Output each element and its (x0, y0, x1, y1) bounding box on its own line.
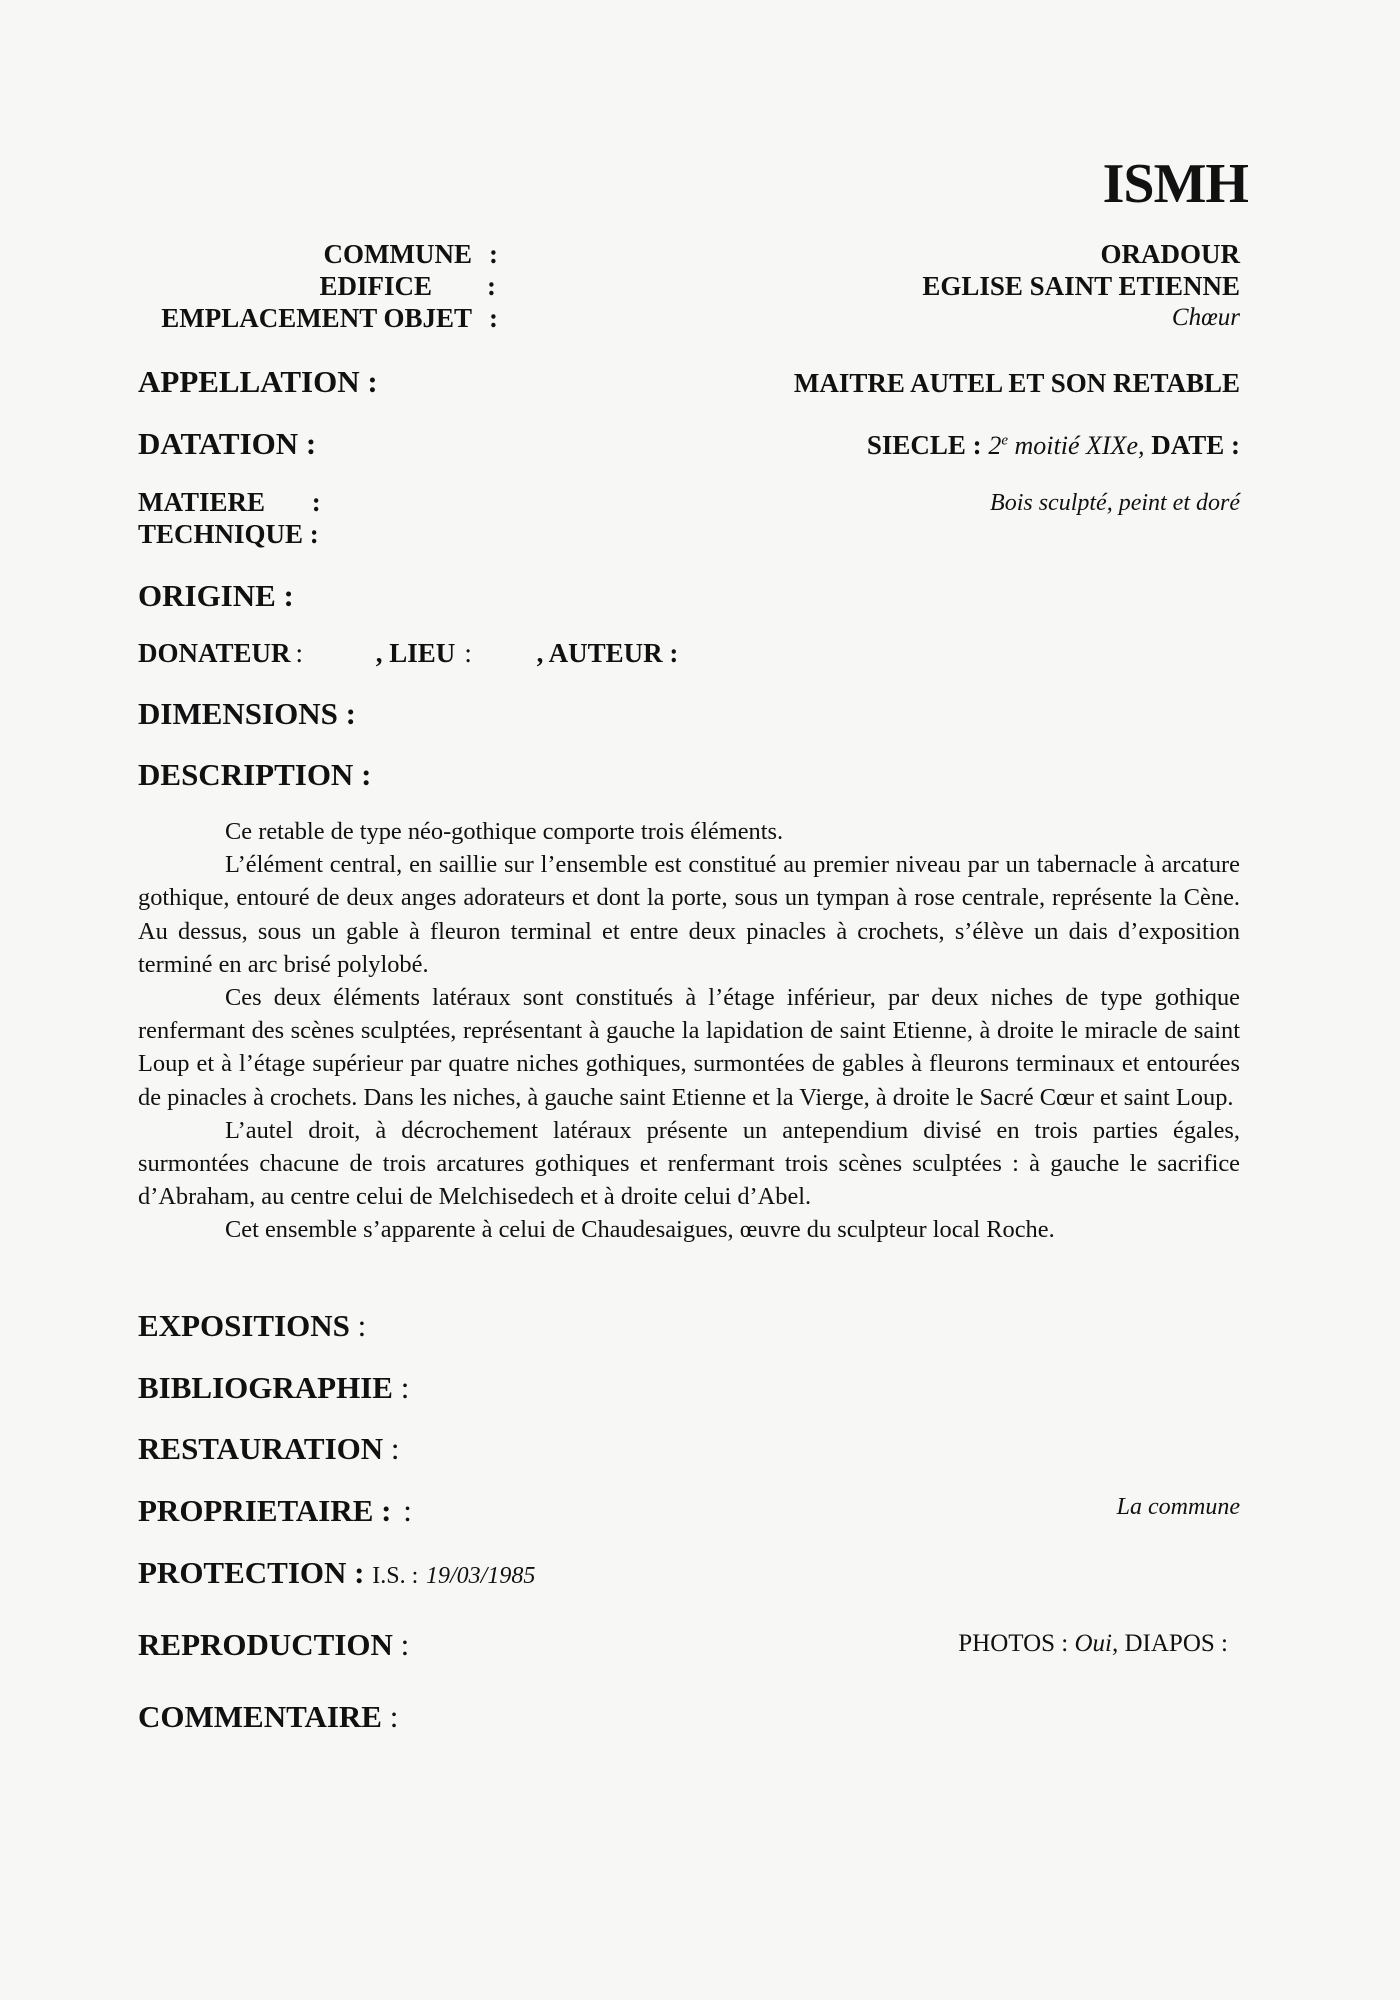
expositions-label: EXPOSITIONS (138, 1308, 350, 1343)
donateur-label: DONATEUR (138, 638, 291, 668)
siecle-label: SIECLE : (866, 430, 982, 460)
description-paragraph: Ce retable de type néo-gothique comporte trois éléments. (225, 818, 784, 845)
expositions-row (138, 1308, 366, 1344)
description-paragraph: Cet ensemble s’apparente à celui de Chaudesaigues, œuvre du sculpteur local Roche. (225, 1216, 1055, 1244)
lieu-label: , LIEU (375, 638, 456, 668)
siecle-value (988, 431, 1144, 460)
edifice-label: EDIFICE (319, 271, 432, 301)
restauration-colon: : (390, 1431, 400, 1466)
reproduction-colon: : (400, 1627, 410, 1662)
siecle-text: moitié XIXe, (1008, 431, 1145, 460)
commentaire-label: COMMENTAIRE (138, 1699, 382, 1734)
commune-label-row (161, 238, 498, 270)
matiere-value: Bois sculpté, peint et doré (990, 490, 1240, 516)
header-values (922, 238, 1240, 334)
description-text (138, 815, 1240, 1247)
emplacement-label: EMPLACEMENT OBJET (161, 303, 472, 333)
siecle-superscript: e (1001, 432, 1009, 449)
description-paragraph: Ces deux éléments latéraux sont constitués à l’étage inférieur, par deux niches de type gothique renfermant des scènes sculptées, représentant à gauche la lapidation de saint Etienne, à droite le miracle de saint Loup et à l’étage supérieur par quatre niches gothiques, surmontées de gables à fleurons terminaux et entourées de pinacles à crochets. Dans les niches, à gauche saint Etienne et la Vierge, à droite le Sacré Cœur et saint Loup. (138, 984, 1240, 1111)
bibliographie-row (138, 1370, 409, 1406)
bibliographie-label: BIBLIOGRAPHIE (138, 1370, 393, 1405)
document-code: ISMH (1102, 153, 1248, 215)
commune-label: COMMUNE (323, 239, 472, 269)
bibliographie-colon: : (400, 1370, 410, 1405)
emplacement-value: Chœur (1171, 304, 1240, 331)
proprietaire-label: PROPRIETAIRE : (138, 1493, 392, 1528)
emplacement-label-row (161, 302, 498, 334)
protection-type: I.S. : (372, 1563, 419, 1589)
reproduction-row (138, 1627, 409, 1663)
datation-label: DATATION : (138, 426, 317, 461)
proprietaire-row (138, 1493, 412, 1529)
emplacement-colon: : (489, 303, 498, 333)
edifice-colon: : (487, 271, 496, 301)
header-labels (161, 238, 498, 334)
donateur-colon: : (295, 638, 304, 668)
reproduction-values (958, 1630, 1228, 1658)
photos-value: Oui, (1074, 1630, 1119, 1657)
dimensions-label: DIMENSIONS : (138, 696, 356, 731)
photos-label: PHOTOS : (958, 1630, 1069, 1657)
edifice-label-row (161, 270, 498, 302)
origine-label: ORIGINE : (138, 578, 294, 613)
donateur-row (138, 638, 678, 669)
matiere-label-row (138, 486, 321, 518)
protection-date: 19/03/1985 (426, 1563, 536, 1589)
commune-colon: : (489, 239, 498, 269)
matiere-technique-labels (138, 486, 321, 550)
edifice-value: EGLISE SAINT ETIENNE (922, 271, 1240, 301)
description-paragraph: L’autel droit, à décrochement latéraux présente un antependium divisé en trois parties égales, surmontées chacune de trois arcatures gothiques et renfermant trois scènes sculptées : à gauche le sacrifice d’Abraham, au centre celui de Melchisedech et à droite celui d’Abel. (138, 1116, 1240, 1211)
appellation-value: MAITRE AUTEL ET SON RETABLE (793, 368, 1240, 398)
protection-row (138, 1555, 535, 1591)
reproduction-label: REPRODUCTION (138, 1627, 393, 1662)
protection-label: PROTECTION : (138, 1555, 365, 1590)
matiere-colon: : (311, 487, 321, 517)
proprietaire-value: La commune (1116, 1494, 1240, 1520)
siecle-number: 2 (988, 431, 1002, 460)
description-label: DESCRIPTION : (138, 757, 372, 792)
diapos-label: DIAPOS : (1124, 1630, 1228, 1657)
commune-value: ORADOUR (1100, 239, 1240, 269)
date-label: DATE : (1151, 430, 1240, 460)
commentaire-colon: : (389, 1699, 399, 1734)
proprietaire-colon: : (403, 1493, 412, 1528)
lieu-colon: : (464, 638, 472, 668)
description-paragraph: L’élément central, en saillie sur l’ensemble est constitué au premier niveau par un tabernacle à arcature gothique, entouré de deux anges adorateurs et dont la porte, sous un tympan à rose centrale, représente la Cène. Au dessus, sous un gable à fleuron terminal et entre deux pinacles à crochets, s’élève un dais d’exposition terminé en arc brisé polylobé. (138, 851, 1240, 978)
commentaire-row (138, 1699, 398, 1735)
restauration-label: RESTAURATION (138, 1431, 384, 1466)
appellation-label: APPELLATION : (138, 364, 378, 399)
auteur-label: , AUTEUR : (536, 638, 679, 668)
technique-label: TECHNIQUE : (138, 519, 319, 549)
expositions-colon: : (357, 1308, 367, 1343)
matiere-label: MATIERE (138, 487, 266, 517)
siecle-row (867, 430, 1240, 461)
restauration-row (138, 1431, 400, 1467)
